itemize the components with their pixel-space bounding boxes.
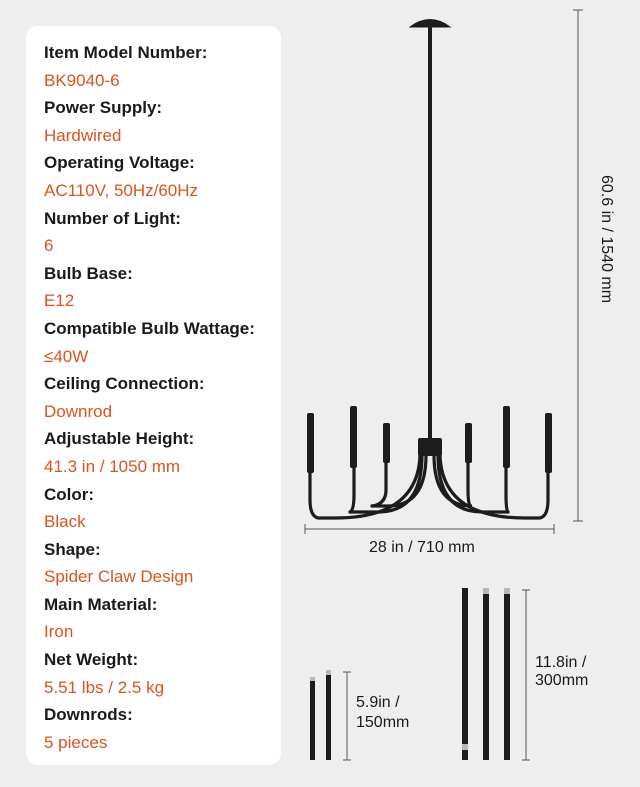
long-rod-label-line1: 11.8in / (535, 654, 587, 671)
width-dimension-label: 28 in / 710 mm (369, 539, 475, 556)
candle-tube (307, 413, 314, 473)
center-hub (418, 438, 442, 456)
spec-value: ≤40W (44, 346, 89, 366)
short-rod-dimension-line (343, 672, 351, 760)
candle-tube (383, 423, 390, 463)
spec-label: Number of Light: (44, 208, 181, 228)
spec-label: Adjustable Height: (44, 429, 195, 449)
spec-value: Hardwired (44, 125, 122, 145)
spec-label: Compatible Bulb Wattage: (44, 318, 255, 338)
spec-value: Downrod (44, 401, 113, 421)
candle-tube (503, 406, 510, 468)
long-rod-label-line2: 300mm (535, 672, 589, 689)
chandelier-image (307, 20, 552, 519)
spec-label: Main Material: (44, 594, 158, 614)
candle-tube (350, 406, 357, 468)
candle-tube (465, 423, 472, 463)
spec-value: Spider Claw Design (44, 567, 194, 587)
canopy-neck (428, 27, 432, 35)
spec-label: Item Model Number: (44, 43, 208, 62)
candle-tube (545, 413, 552, 473)
spec-label: Power Supply: (44, 98, 163, 118)
long-downrods (462, 588, 510, 760)
spec-value: 5 pieces (44, 732, 108, 752)
ceiling-canopy (410, 20, 450, 28)
spec-label: Color: (44, 484, 95, 504)
spec-label: Ceiling Connection: (44, 374, 205, 394)
spec-value: 6 (44, 236, 54, 256)
spec-label: Net Weight: (44, 650, 139, 670)
downrod (428, 34, 432, 440)
spec-label: Shape: (44, 539, 101, 559)
long-rod-dimension-line (522, 590, 530, 760)
spec-value: 5.51 lbs / 2.5 kg (44, 677, 165, 697)
height-dimension-label: 60.6 in / 1540 mm (598, 175, 615, 304)
spec-label: Bulb Base: (44, 263, 133, 283)
short-rod-label-line2: 150mm (356, 714, 410, 731)
spec-label: Operating Voltage: (44, 153, 195, 173)
height-dimension-line (573, 10, 583, 521)
short-downrods (310, 670, 331, 760)
spec-value: AC110V, 50Hz/60Hz (44, 180, 199, 200)
spec-value: Iron (44, 622, 74, 642)
spec-label: Downrods: (44, 705, 133, 725)
width-dimension-line (305, 524, 554, 534)
spec-value: Black (44, 512, 86, 532)
spec-value: BK9040-6 (44, 70, 120, 90)
spec-value: E12 (44, 291, 75, 311)
spec-value: 41.3 in / 1050 mm (44, 456, 181, 476)
arms (310, 455, 548, 518)
short-rod-label-line1: 5.9in / (356, 694, 400, 711)
